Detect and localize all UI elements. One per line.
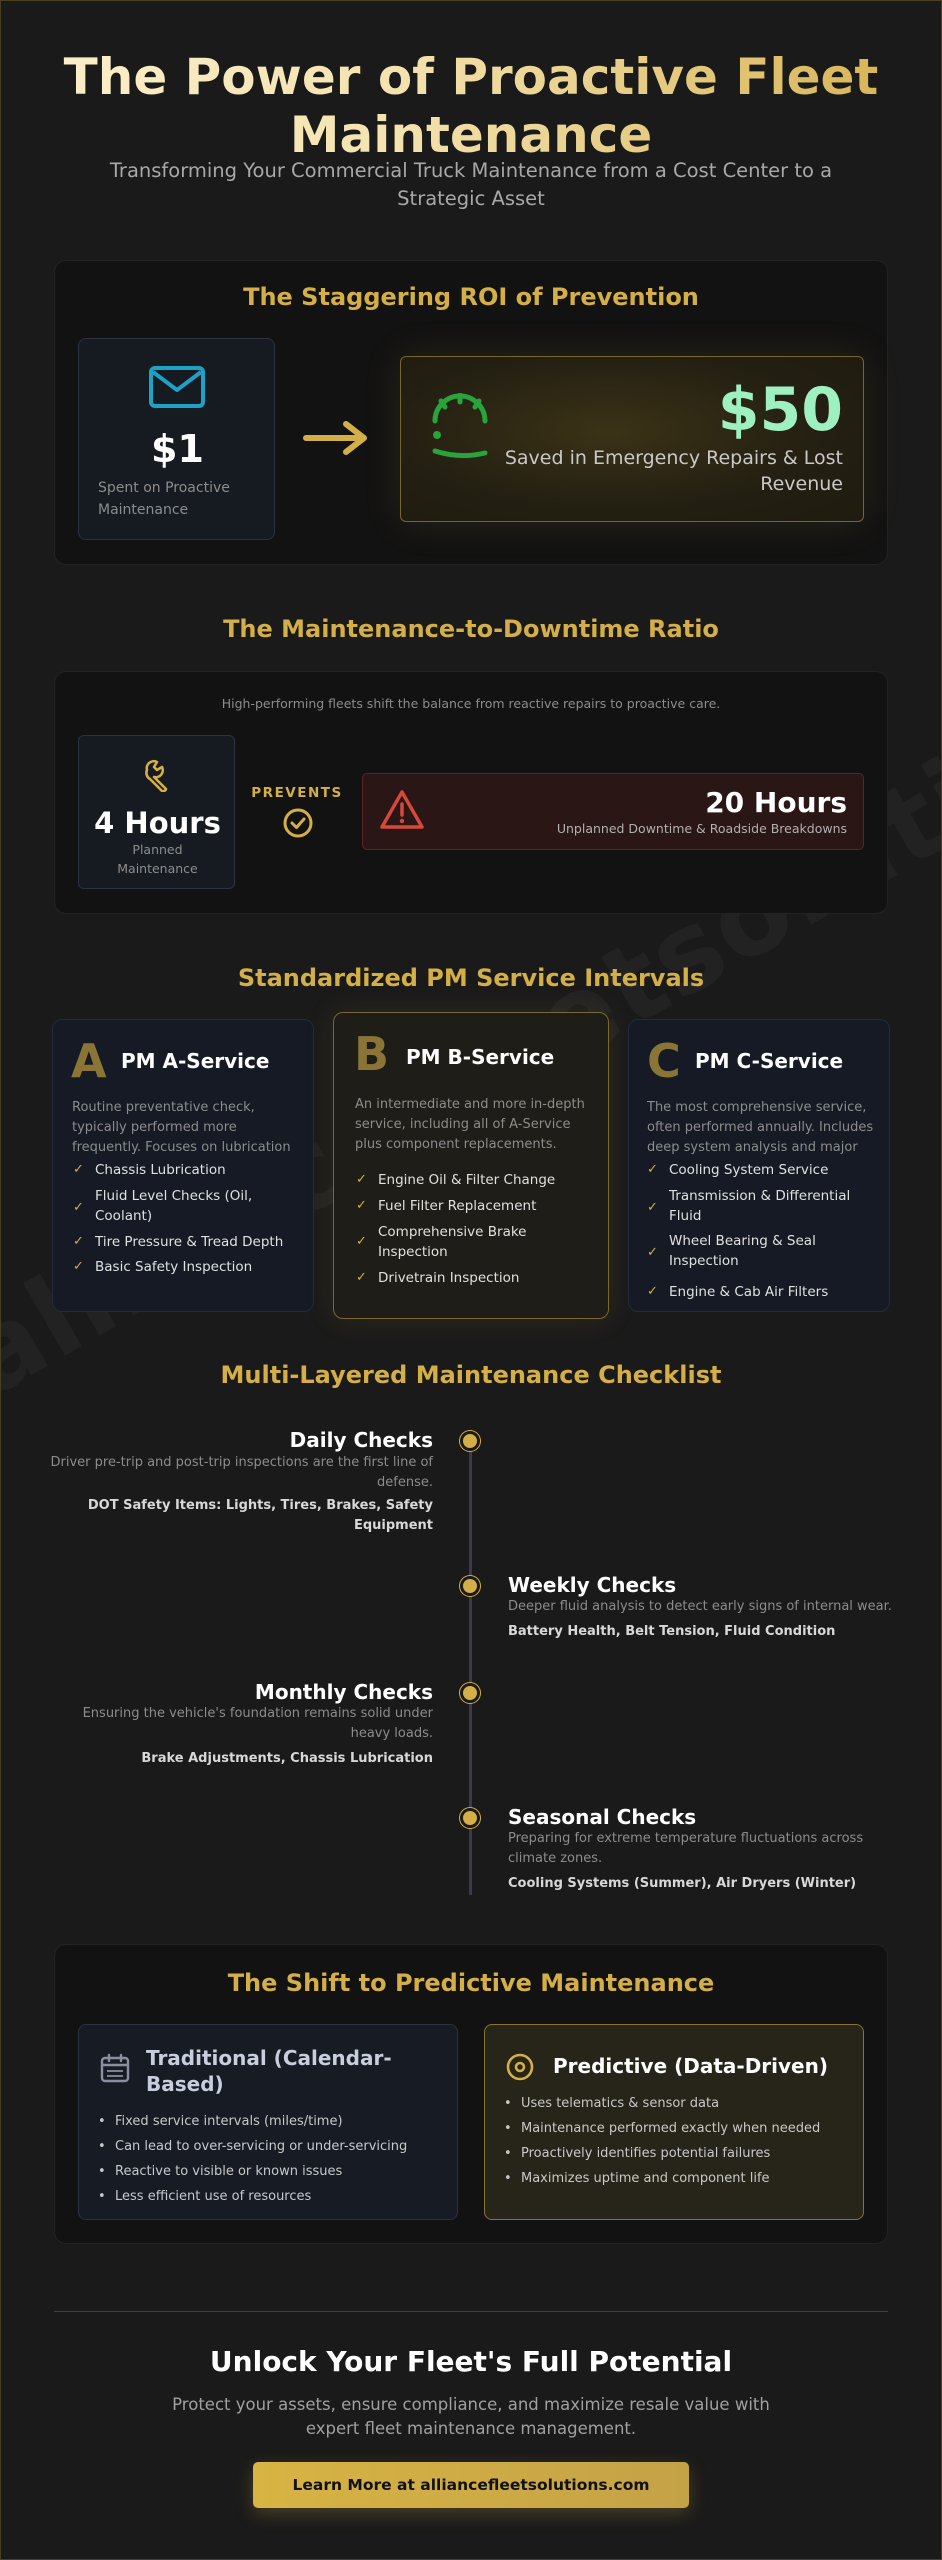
- service-card-c: [628, 1019, 890, 1312]
- page-subtitle: Transforming Your Commercial Truck Maintenance from a Cost Center to a Strategic Asset: [109, 159, 833, 210]
- timeline-step-title: Daily Checks: [289, 1428, 433, 1452]
- service-item: Chassis Lubrication: [95, 1162, 226, 1178]
- wrench-icon: [141, 758, 175, 792]
- timeline-step-title: Seasonal Checks: [508, 1805, 697, 1829]
- prevents-label: PREVENTS: [251, 785, 343, 801]
- timeline-step-title: Monthly Checks: [254, 1680, 433, 1704]
- ratio-planned-card: [78, 735, 235, 889]
- predictive-item: • Maximizes uptime and component life: [521, 2171, 770, 2186]
- predictive-card: [484, 2024, 864, 2220]
- traditional-item: • Fixed service intervals (miles/time): [115, 2114, 343, 2129]
- predictive-item: • Proactively identifies potential failures: [521, 2146, 770, 2161]
- timeline-step-description: Ensuring the vehicle's foundation remains solid under heavy loads.: [82, 1706, 433, 1741]
- traditional-card: [78, 2024, 458, 2220]
- check-icon: ✓: [647, 1162, 658, 1177]
- service-description: An intermediate and more in-depth service, including all of A-Service plus component replacements.: [355, 1097, 585, 1152]
- service-name: PM C-Service: [695, 1049, 844, 1073]
- service-description: The most comprehensive service, often performed annually. Includes deep system analysis and major: [647, 1100, 874, 1155]
- roi-spent-label: Spent on Proactive Maintenance: [98, 480, 230, 518]
- timeline-dot: [460, 1683, 480, 1703]
- service-card-b: [333, 1012, 609, 1319]
- ratio-section-title: The Maintenance-to-Downtime Ratio: [223, 615, 719, 643]
- service-description: Routine preventative check, typically performed more frequently. Focuses on lubrication: [72, 1100, 291, 1155]
- service-item: Basic Safety Inspection: [95, 1259, 253, 1275]
- check-icon: ✓: [356, 1234, 367, 1249]
- service-item: Comprehensive Brake Inspection: [378, 1224, 527, 1260]
- timeline-step-description: Deeper fluid analysis to detect early signs of internal wear.: [508, 1599, 892, 1614]
- cta-title: Unlock Your Fleet's Full Potential: [209, 2345, 733, 2378]
- timeline-step-title: Weekly Checks: [508, 1573, 677, 1597]
- service-name: PM B-Service: [406, 1045, 555, 1069]
- target-icon: [505, 2052, 535, 2082]
- check-icon: ✓: [647, 1245, 658, 1260]
- checklist-section-title: Multi-Layered Maintenance Checklist: [220, 1361, 722, 1389]
- check-circle-icon: [282, 807, 314, 839]
- ratio-unplanned-value: 20 Hours: [705, 786, 847, 819]
- roi-saved-label: Saved in Emergency Repairs & Lost Revenue: [504, 447, 843, 495]
- service-item: Fuel Filter Replacement: [378, 1198, 537, 1214]
- check-icon: ✓: [356, 1198, 367, 1213]
- service-item: Fluid Level Checks (Oil, Coolant): [95, 1188, 253, 1224]
- service-letter: A: [71, 1034, 107, 1088]
- page-title: The Power of Proactive Fleet Maintenance: [60, 48, 882, 164]
- traditional-item: • Reactive to visible or known issues: [115, 2164, 342, 2179]
- arrow-right-icon: [302, 418, 372, 458]
- ratio-description: High-performing fleets shift the balance from reactive repairs to proactive care.: [221, 696, 721, 711]
- mail-icon: [148, 365, 206, 409]
- warning-triangle-icon: [379, 789, 425, 831]
- timeline-dot: [460, 1431, 480, 1451]
- traditional-item: • Can lead to over-servicing or under-servicing: [115, 2139, 407, 2154]
- service-name: PM A-Service: [121, 1049, 270, 1073]
- calendar-icon: [99, 2052, 131, 2084]
- ratio-planned-label: Planned Maintenance: [117, 842, 198, 876]
- service-letter: C: [647, 1034, 681, 1088]
- roi-spent-card: [78, 338, 275, 540]
- predictive-item: • Uses telematics & sensor data: [521, 2096, 719, 2111]
- timeline-step-description: Preparing for extreme temperature fluctuations across climate zones.: [508, 1831, 864, 1866]
- divider: [54, 2311, 888, 2312]
- ratio-planned-value: 4 Hours: [94, 806, 221, 840]
- service-letter: B: [354, 1027, 390, 1081]
- roi-saved-card: [400, 356, 864, 522]
- service-item: Cooling System Service: [669, 1162, 829, 1178]
- service-item: Tire Pressure & Tread Depth: [95, 1234, 284, 1250]
- traditional-title: Traditional (Calendar-Based): [146, 2046, 392, 2096]
- intervals-section-title: Standardized PM Service Intervals: [237, 964, 705, 992]
- traditional-item: • Less efficient use of resources: [115, 2189, 311, 2204]
- check-icon: ✓: [73, 1259, 84, 1274]
- check-icon: ✓: [73, 1234, 84, 1249]
- check-icon: ✓: [356, 1270, 367, 1285]
- service-card-a: [52, 1019, 314, 1312]
- predictive-section-title: The Shift to Predictive Maintenance: [227, 1969, 715, 1997]
- timeline-dot: [460, 1808, 480, 1828]
- check-icon: ✓: [73, 1162, 84, 1177]
- timeline-step-items: Brake Adjustments, Chassis Lubrication: [141, 1751, 433, 1766]
- timeline-step-items: Cooling Systems (Summer), Air Dryers (Winter): [508, 1876, 857, 1891]
- check-icon: ✓: [73, 1200, 84, 1215]
- timeline-step-items: Battery Health, Belt Tension, Fluid Condition: [508, 1624, 836, 1639]
- check-icon: ✓: [647, 1284, 658, 1299]
- ratio-unplanned-card: [362, 773, 864, 850]
- check-icon: ✓: [356, 1172, 367, 1187]
- timeline-step-description: Driver pre-trip and post-trip inspections are the first line of defense.: [50, 1455, 433, 1490]
- ratio-unplanned-label: Unplanned Downtime & Roadside Breakdowns: [556, 821, 847, 836]
- roi-section-title: The Staggering ROI of Prevention: [243, 283, 699, 311]
- predictive-title: Predictive (Data-Driven): [553, 2054, 828, 2078]
- predictive-item: • Maintenance performed exactly when needed: [521, 2121, 820, 2136]
- cta-subtitle: Protect your assets, ensure compliance, and maximize resale value with expert fleet maintenance management.: [172, 2395, 770, 2438]
- service-item: Wheel Bearing & Seal Inspection: [669, 1233, 816, 1269]
- timeline-step-items: DOT Safety Items: Lights, Tires, Brakes, Safety Equipment: [87, 1498, 433, 1533]
- timeline-dot: [460, 1576, 480, 1596]
- service-item: Engine & Cab Air Filters: [669, 1284, 829, 1300]
- roi-spent-value: $1: [151, 427, 204, 471]
- service-item: Engine Oil & Filter Change: [378, 1172, 556, 1188]
- learn-more-button[interactable]: Learn More at alliancefleetsolutions.com: [253, 2462, 689, 2508]
- service-item: Drivetrain Inspection: [378, 1270, 520, 1286]
- check-icon: ✓: [647, 1200, 658, 1215]
- service-item: Transmission & Differential Fluid: [669, 1188, 851, 1224]
- roi-saved-value: $50: [717, 375, 843, 445]
